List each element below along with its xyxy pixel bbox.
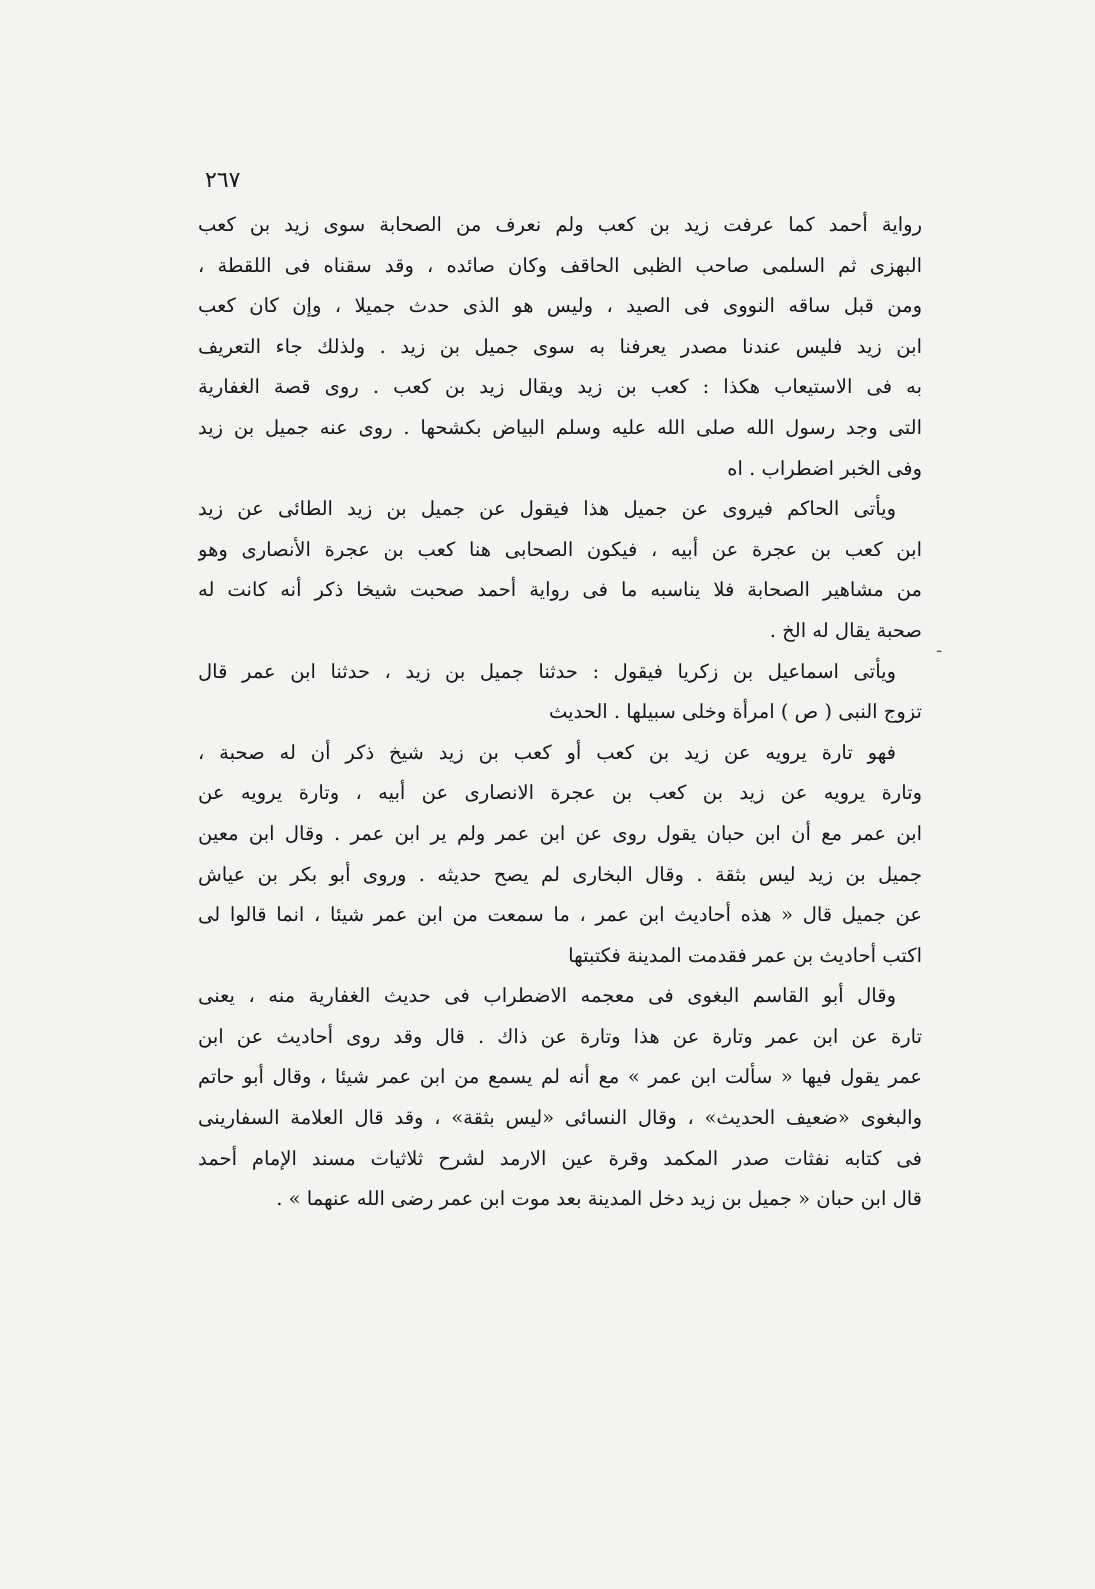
text-line: تزوج النبى ( ص ) امرأة وخلى سبيلها . الحديث (548, 700, 922, 724)
text-line: ويأتى اسماعيل بن زكريا فيقول : حدثنا جميل بن زيد ، حدثنا ابن عمر قال (198, 659, 896, 683)
text-line: وتارة يرويه عن زيد بن كعب بن عجرة الانصارى عن أبيه ، وتارة يرويه عن (198, 781, 922, 805)
text-body (198, 205, 922, 1220)
text-line: جميل بن زيد ليس بثقة . وقال البخارى لم يصح حديثه . وروى أبو بكر بن عياش (198, 862, 922, 886)
text-line: رواية أحمد كما عرفت زيد بن كعب ولم نعرف من الصحابة سوى زيد بن كعب (198, 213, 922, 236)
text-line: فهو تارة يرويه عن زيد بن كعب أو كعب بن زيد شيخ ذكر أن له صحبة ، (198, 740, 896, 764)
text-line: به فى الاستيعاب هكذا : كعب بن زيد ويقال زيد بن كعب . روى قصة الغفارية (198, 375, 922, 399)
text-line: ابن كعب بن عجرة عن أبيه ، فيكون الصحابى هنا كعب بن عجرة الأنصارى وهو (198, 537, 922, 561)
text-line: تارة عن ابن عمر وتارة عن هذا وتارة عن ذاك . قال وقد روى أحاديث عن ابن (198, 1024, 922, 1048)
text-line: وفى الخبر اضطراب . اه (727, 456, 922, 480)
text-line: عمر يقول فيها « سألت ابن عمر » مع أنه لم يسمع من ابن عمر شيئا ، وقال أبو حاتم (198, 1065, 922, 1089)
text-line: البهزى ثم السلمى صاحب الظبى الحاقف وكان صائده ، وقد سقناه فى اللقطة ، (198, 253, 922, 277)
text-line: ابن زيد فليس عندنا مصدر يعرفنا به سوى جميل بن زيد . ولذلك جاء التعريف (198, 334, 922, 358)
margin-dash-mark: - (936, 640, 943, 661)
text-line: التى وجد رسول الله صلى الله عليه وسلم البياض بكشحها . روى عنه جميل بن زيد (198, 415, 922, 439)
text-line: صحبة يقال له الخ . (769, 618, 922, 642)
text-line: اكتب أحاديث بن عمر فقدمت المدينة فكتبتها (568, 943, 922, 967)
text-line: ومن قبل ساقه النووى فى الصيد ، وليس هو الذى حدث جميلا ، وإن كان كعب (198, 294, 922, 318)
text-line: ويأتى الحاكم فيروى عن جميل هذا فيقول عن جميل بن زيد الطائى عن زيد (198, 497, 896, 521)
text-line: فى كتابه نفثات صدر المكمد وقرة عين الارمد لشرح ثلاثيات مسند الإمام أحمد (198, 1146, 922, 1170)
text-line: والبغوى «ضعيف الحديث» ، وقال النسائى «ليس بثقة» ، وقد قال العلامة السفارينى (198, 1106, 922, 1130)
text-line: عن جميل قال « هذه أحاديث ابن عمر ، ما سمعت من ابن عمر شيئا ، انما قالوا لى (198, 903, 922, 927)
text-line: من مشاهير الصحابة فلا يناسبه ما فى رواية أحمد صحبت شيخا ذكر أنه كانت له (198, 578, 922, 602)
text-line: وقال أبو القاسم البغوى فى معجمه الاضطراب فى حديث الغفارية منه ، يعنى (198, 984, 896, 1008)
page-number: ٢٦٧ (205, 168, 241, 193)
text-line: قال ابن حبان « جميل بن زيد دخل المدينة بعد موت ابن عمر رضى الله عنهما » . (276, 1187, 922, 1211)
text-line: ابن عمر مع أن ابن حبان يقول روى عن ابن عمر ولم ير ابن عمر . وقال ابن معين (198, 821, 922, 845)
